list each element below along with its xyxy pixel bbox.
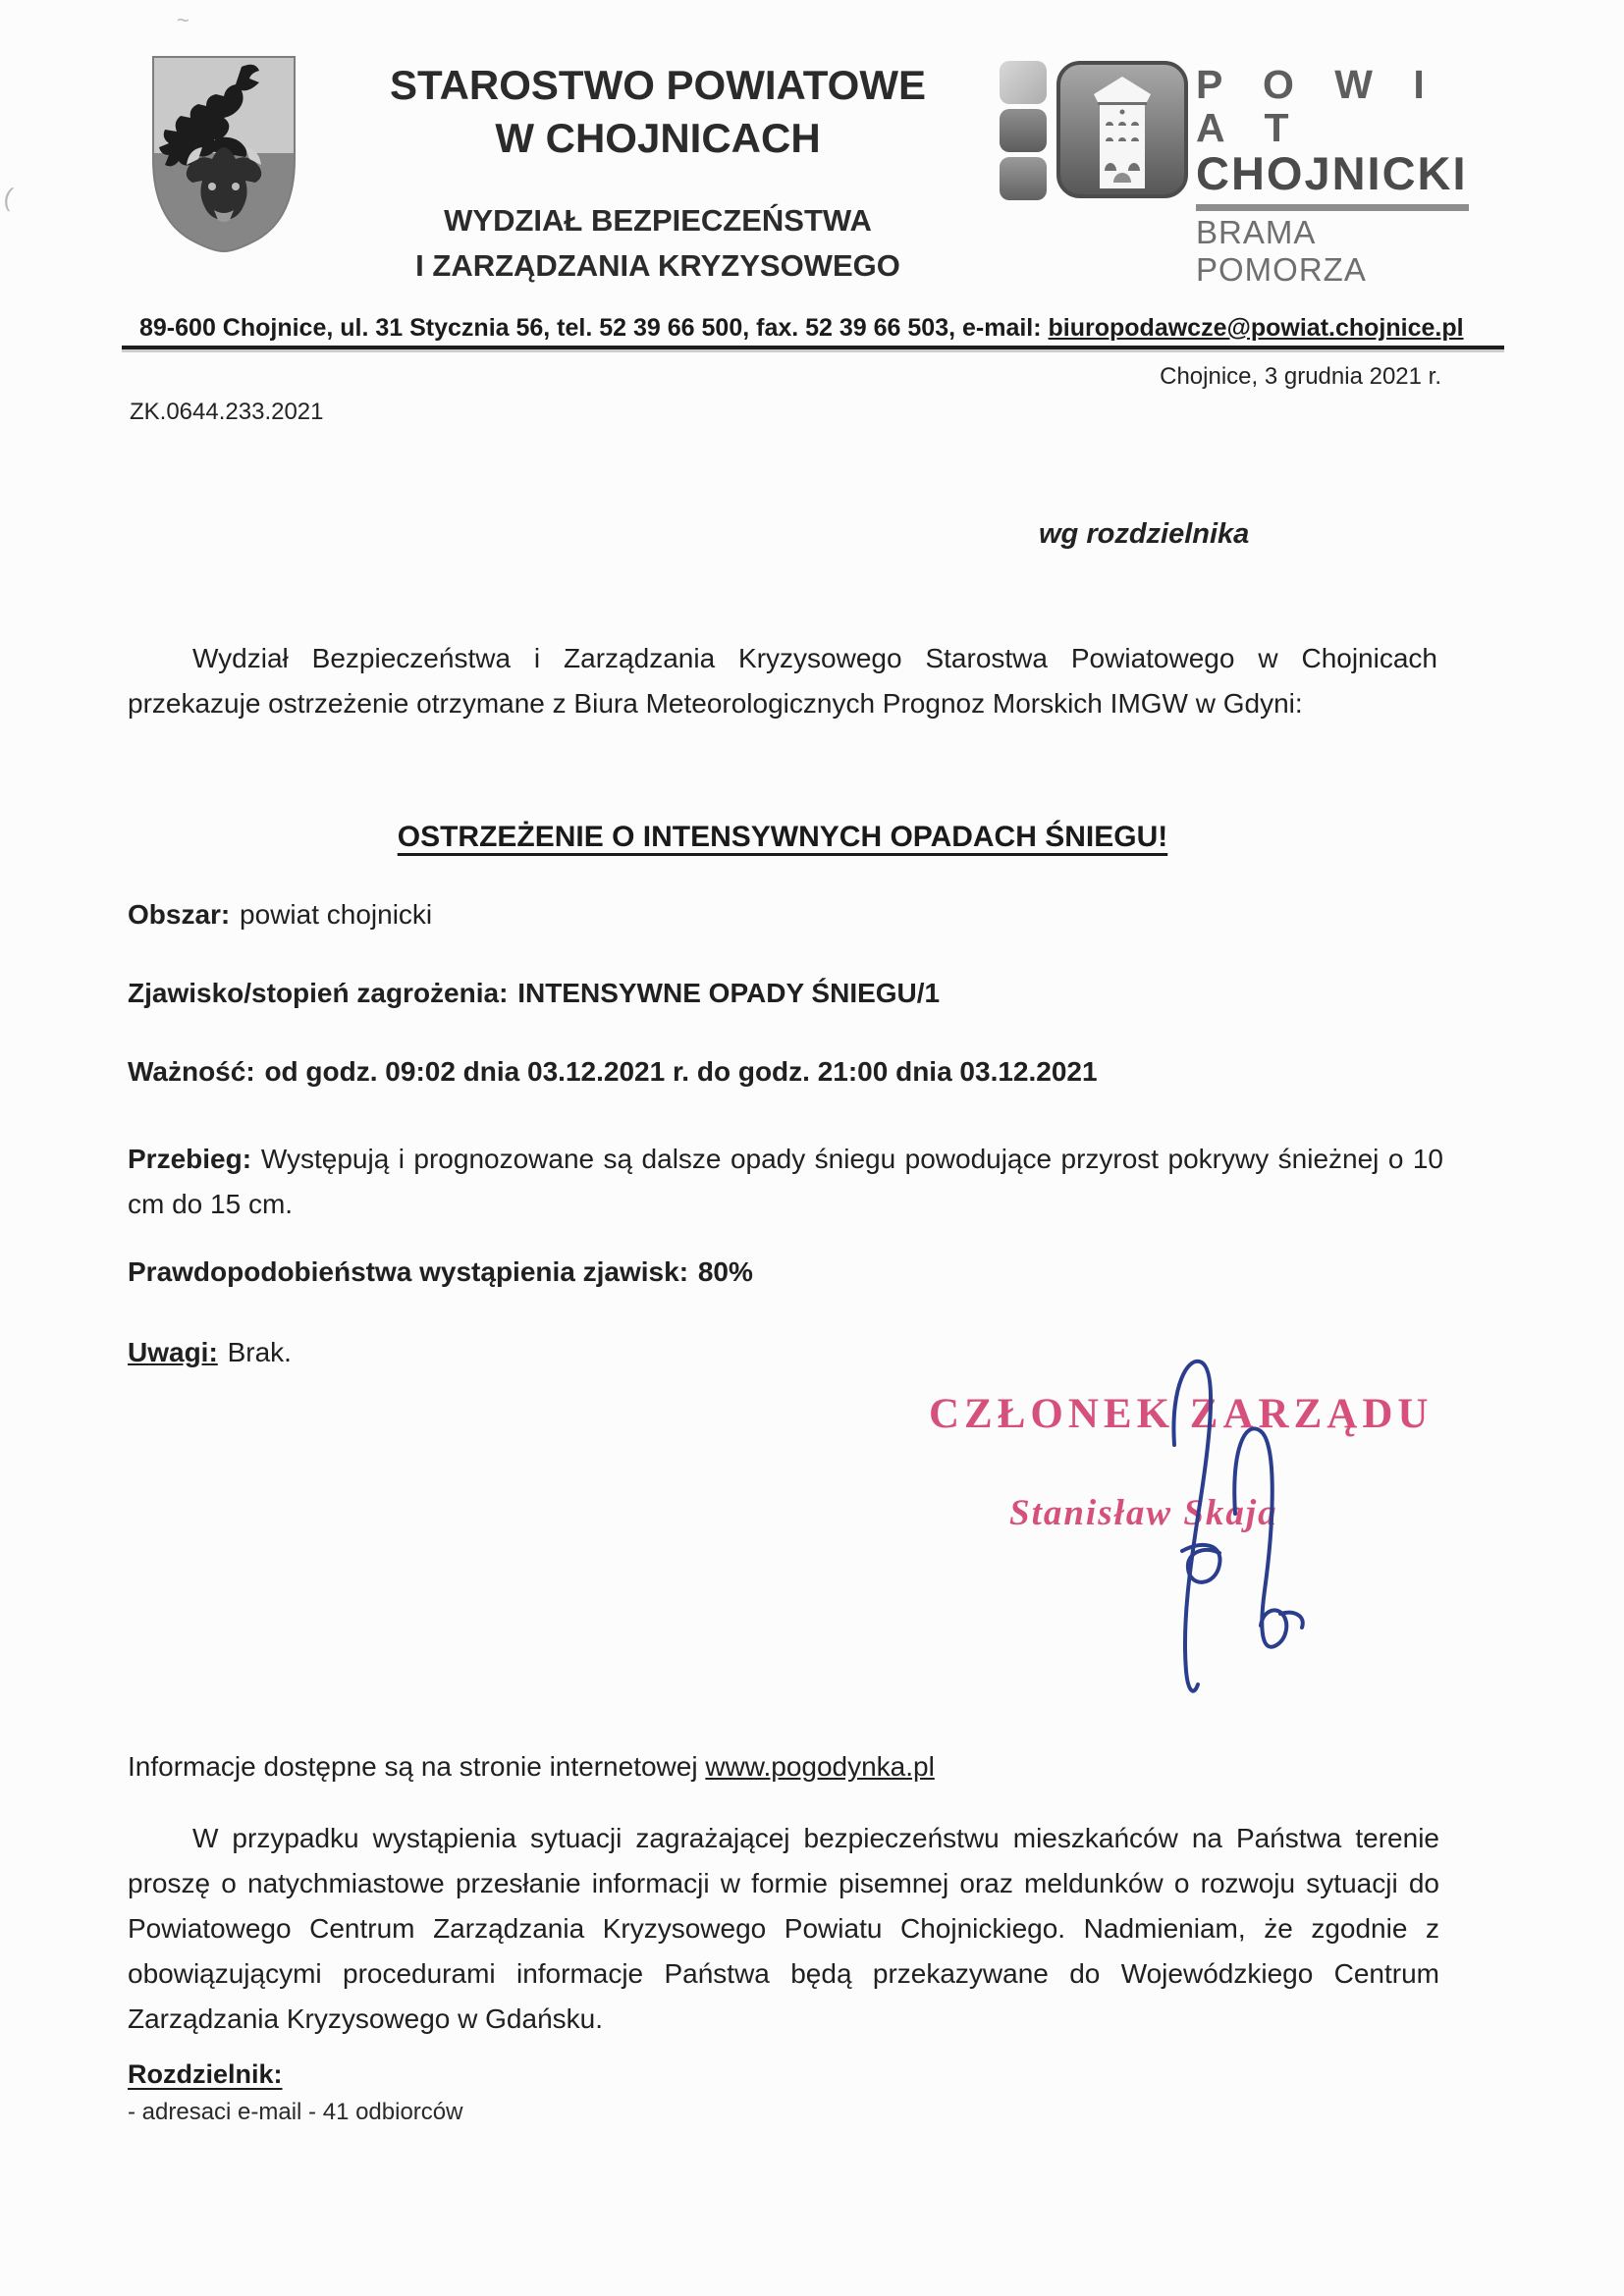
logo-subtitle: CHOJNICKI (1196, 147, 1468, 199)
reference-number: ZK.0644.233.2021 (130, 399, 324, 425)
info-website-line (128, 1751, 935, 1783)
logo-square-bottom (1000, 157, 1047, 200)
logo-square-middle (1000, 109, 1047, 152)
scan-artifact-pencil-mark: ( ​ (1, 182, 21, 213)
probability-label: Prawdopodobieństwa wystąpienia zjawisk: (128, 1256, 689, 1287)
course-value: Występują i prognozowane są dalsze opady śniegu powodujące przyrost pokrywy śnieżnej o 10 cm do 15 cm. (128, 1144, 1443, 1219)
stamp-position-title: CZŁONEK ZARZĄDU (929, 1391, 1434, 1437)
contact-email-link: biuropodawcze@powiat.chojnice.pl (1048, 314, 1464, 342)
validity-value: od godz. 09:02 dnia 03.12.2021 r. do godz. 21:00 dnia 03.12.2021 (264, 1056, 1098, 1087)
intro-paragraph: Wydział Bezpieczeństwa i Zarządzania Kryzysowego Starostwa Powiatowego w Chojnicach przekazuje ostrzeżenie otrzymane z Biura Meteorologicznych Prognoz Morskich IMGW w Gdyni: (128, 643, 1437, 719)
place-and-date: Chojnice, 3 grudnia 2021 r. (1160, 363, 1441, 390)
addressee-note: wg rozdzielnika (1039, 518, 1250, 550)
closing-paragraph: W przypadku wystąpienia sytuacji zagrażającej bezpieczeństwu mieszkańców na Państwa terenie proszę o natychmiastowe przesłanie informacji w formie pisemnej oraz meldunków o rozwoju sytuacji do Powiatowego Centrum Zarządzania Kryzysowego Powiatu Chojnickiego. Nadmieniam, że zgodnie z obowiązującymi procedurami informacje Państwa będą przekazywane do Wojewódzkiego Centrum Zarządzania Kryzysowego w Gdańsku. (128, 1823, 1439, 2034)
field-probability (128, 1256, 753, 1288)
org-name-line1: STAROSTWO POWIATOWE (390, 62, 926, 108)
stamp-signer-name: Stanisław Skaja (1009, 1493, 1278, 1533)
contact-info-line (139, 314, 1504, 343)
logo-divider-bar (1196, 204, 1469, 211)
three-gray-squares-icon (1000, 61, 1049, 205)
probability-value: 80% (697, 1256, 753, 1287)
field-phenomenon (128, 978, 940, 1009)
logo-wordmark (1196, 63, 1490, 289)
phenomenon-value: INTENSYWNE OPADY ŚNIEGU/1 (517, 978, 941, 1008)
tower-icon (1056, 61, 1188, 198)
handwritten-signature-ink (1088, 1347, 1363, 1700)
pogodynka-link: www.pogodynka.pl (705, 1751, 935, 1782)
contact-address: 89-600 Chojnice, ul. 31 Stycznia 56, tel. 52 39 66 500, fax. 52 39 66 503, e-mail: (139, 314, 1049, 342)
distribution-value: - adresaci e-mail - 41 odbiorców (128, 2099, 463, 2125)
letterhead-dept-title (324, 198, 992, 289)
logo-tagline: BRAMA POMORZA (1196, 214, 1367, 288)
letterhead-org-title (324, 59, 992, 165)
field-course (128, 1137, 1443, 1227)
phenomenon-label: Zjawisko/stopień zagrożenia: (128, 978, 509, 1008)
griffin-and-bull-crest-icon (147, 53, 300, 253)
remarks-value: Brak. (227, 1337, 292, 1367)
area-value: powiat chojnicki (240, 899, 433, 930)
field-validity (128, 1056, 1098, 1088)
dept-line1: WYDZIAŁ BEZPIECZEŃSTWA (444, 203, 872, 238)
distribution-label: Rozdzielnik: (128, 2059, 283, 2089)
scan-artifact-mark: ~ (177, 8, 189, 32)
field-area (128, 899, 432, 931)
remarks-label: Uwagi: (128, 1337, 218, 1367)
org-name-line2: W CHOJNICACH (495, 115, 821, 161)
validity-label: Ważność: (128, 1056, 255, 1087)
field-remarks (128, 1337, 292, 1368)
course-label: Przebieg: (128, 1144, 252, 1174)
info-text: Informacje dostępne są na stronie internetowej (128, 1751, 706, 1782)
area-label: Obszar: (128, 899, 231, 930)
logo-title: P O W I A T (1196, 62, 1439, 150)
header-divider-rule (122, 346, 1504, 349)
logo-square-top (1000, 61, 1047, 104)
dept-line2: I ZARZĄDZANIA KRYZYSOWEGO (415, 248, 900, 283)
warning-title: OSTRZEŻENIE O INTENSYWNYCH OPADACH ŚNIEGU! (397, 821, 1168, 853)
